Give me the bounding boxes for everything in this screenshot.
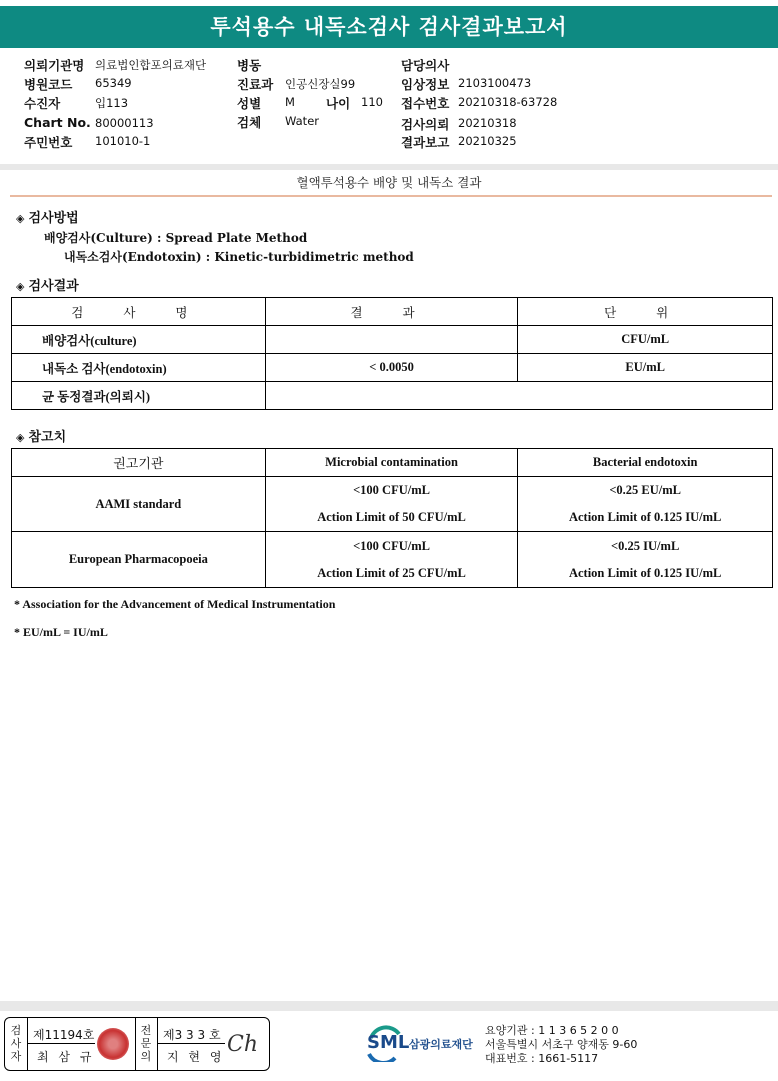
report-label: 결과보고 <box>401 135 450 150</box>
ward-label: 병동 <box>237 58 262 73</box>
age-value: 110 <box>361 95 383 109</box>
clinical-value: 2103100473 <box>458 76 532 90</box>
examiner-name: 최 삼 규 <box>37 1050 95 1064</box>
test-result: < 0.0050 <box>265 354 518 382</box>
chart-label: Chart No. <box>24 115 91 130</box>
microbial-limit: <100 CFU/mL <box>353 483 430 497</box>
microbial-limits <box>265 532 518 588</box>
clinical-label: 임상정보 <box>401 77 450 92</box>
test-unit: EU/mL <box>518 354 773 382</box>
endotoxin-limit: <0.25 EU/mL <box>609 483 682 497</box>
endotoxin-limits <box>518 477 773 532</box>
dept-value: 인공신장실99 <box>285 77 356 91</box>
endotoxin-limit: <0.25 IU/mL <box>611 538 680 553</box>
microbial-limits <box>265 477 518 532</box>
sex-value: M <box>285 95 295 109</box>
bottom-divider <box>0 1001 778 1011</box>
specialist-number: 제3 3 3 호 <box>163 1028 221 1042</box>
hospital-code-label: 병원코드 <box>24 77 73 92</box>
endotoxin-action-limit: Action Limit of 0.125 IU/mL <box>568 565 722 580</box>
header-unit: 단 위 <box>518 298 773 326</box>
hospital-code-value: 65349 <box>95 76 132 90</box>
specialist-name: 지 현 영 <box>167 1050 225 1064</box>
sex-label: 성별 <box>237 96 262 111</box>
diamond-icon: ◈ <box>16 431 25 444</box>
microbial-action-limit: Action Limit of 50 CFU/mL <box>317 510 466 524</box>
specialist-label: 전문의 <box>140 1024 152 1063</box>
resident-value: 101010-1 <box>95 134 151 148</box>
method-endotoxin: 내독소검사(Endotoxin) : Kinetic-turbidimetric method <box>64 250 414 264</box>
results-heading <box>16 275 79 294</box>
table-row <box>12 477 773 532</box>
table-header-row <box>12 298 773 326</box>
receipt-value: 20210318-63728 <box>458 95 558 109</box>
diamond-icon: ◈ <box>16 280 25 293</box>
chart-value: 80000113 <box>95 116 154 130</box>
results-table <box>11 297 773 410</box>
header-microbial: Microbial contamination <box>265 449 518 477</box>
method-culture: 배양검사(Culture) : Spread Plate Method <box>44 231 308 245</box>
header-result: 결 과 <box>265 298 518 326</box>
patient-label: 수진자 <box>24 96 61 111</box>
specimen-label: 검체 <box>237 115 262 130</box>
footnote-units: * EU/mL = IU/mL <box>14 625 108 639</box>
reference-table <box>11 448 773 588</box>
institution-label: 의뢰기관명 <box>24 58 85 73</box>
request-value: 20210318 <box>458 116 517 130</box>
handwritten-signature: Ch <box>227 1032 259 1057</box>
diamond-icon: ◈ <box>16 212 25 225</box>
footer-phone: 대표번호 : 1661-5117 <box>485 1052 599 1065</box>
footer-address: 서울특별시 서초구 양재동 9-60 <box>485 1038 638 1051</box>
request-label: 검사의뢰 <box>401 117 450 132</box>
table-row <box>12 382 773 410</box>
subtitle-underline <box>10 195 772 197</box>
reference-heading-text: 참고치 <box>28 430 67 445</box>
table-header-row <box>12 449 773 477</box>
test-result <box>265 382 772 410</box>
test-unit: CFU/mL <box>518 326 773 354</box>
header-endotoxin: Bacterial endotoxin <box>518 449 773 477</box>
header-test-name: 검 사 명 <box>12 298 266 326</box>
report-title: 투석용수 내독소검사 검사결과보고서 <box>0 6 778 48</box>
org-name: European Pharmacopoeia <box>12 532 266 588</box>
divider <box>0 164 778 170</box>
patient-value: 입113 <box>95 96 129 110</box>
method-heading <box>16 207 79 226</box>
microbial-action-limit: Action Limit of 25 CFU/mL <box>317 565 466 580</box>
dept-label: 진료과 <box>237 77 274 92</box>
footer-contact <box>485 1024 637 1066</box>
test-name: 균 동정결과(의뢰시) <box>12 382 266 410</box>
method-heading-text: 검사방법 <box>28 211 79 226</box>
endotoxin-action-limit: Action Limit of 0.125 IU/mL <box>568 510 722 524</box>
test-name: 배양검사(culture) <box>12 326 266 354</box>
footnote-aami: * Association for the Advancement of Medical Instrumentation <box>14 597 336 611</box>
doctor-label: 담당의사 <box>401 58 450 73</box>
endotoxin-limits <box>518 532 773 588</box>
seal-stamp-icon <box>97 1028 129 1060</box>
table-row <box>12 354 773 382</box>
patient-info <box>0 53 778 165</box>
table-row <box>12 326 773 354</box>
resident-label: 주민번호 <box>24 135 73 150</box>
signature-box <box>4 1017 270 1071</box>
header-org: 권고기관 <box>12 449 266 477</box>
examiner-label: 검사자 <box>10 1024 22 1063</box>
results-heading-text: 검사결과 <box>28 279 79 294</box>
examiner-number: 제11194호 <box>33 1028 95 1042</box>
receipt-label: 접수번호 <box>401 96 450 111</box>
specimen-value: Water <box>285 114 319 128</box>
report-value: 20210325 <box>458 134 517 148</box>
test-name: 내독소 검사(endotoxin) <box>12 354 266 382</box>
test-result <box>265 326 518 354</box>
sml-logo <box>365 1024 473 1066</box>
logo-org-name: 삼광의료재단 <box>409 1038 473 1051</box>
subtitle: 혈액투석용수 배양 및 내독소 결과 <box>296 175 482 190</box>
microbial-limit: <100 CFU/mL <box>353 538 430 553</box>
table-row <box>12 532 773 588</box>
reference-heading <box>16 426 66 445</box>
logo-text: SML <box>367 1032 410 1053</box>
age-label: 나이 <box>326 96 351 111</box>
institution-value: 의료법인합포의료재단 <box>95 58 207 72</box>
org-name: AAMI standard <box>12 477 266 532</box>
footer-code: 요양기관 : 1 1 3 6 5 2 0 0 <box>485 1024 619 1037</box>
